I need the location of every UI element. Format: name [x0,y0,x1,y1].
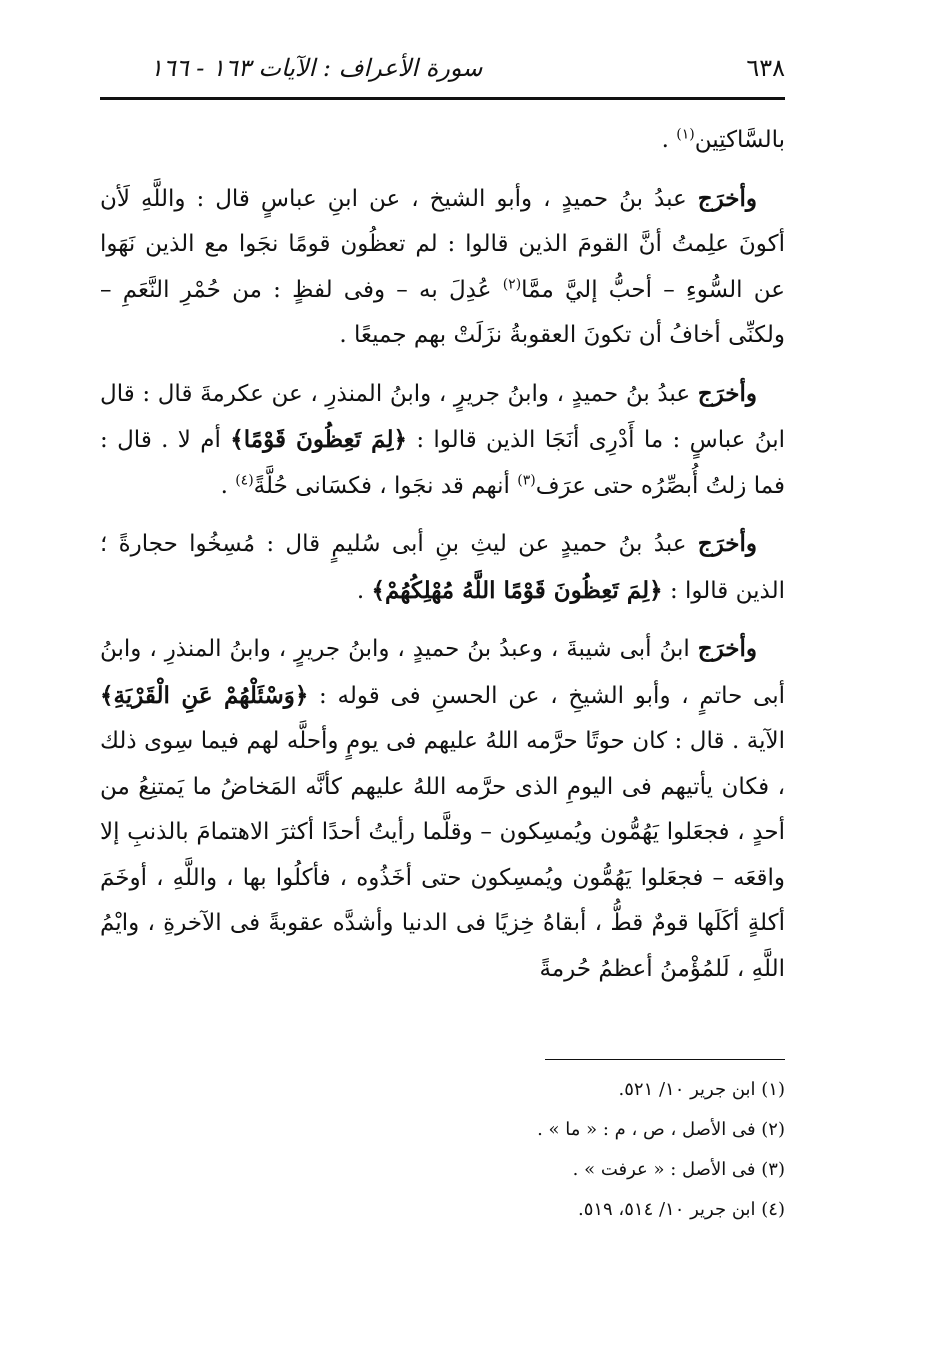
running-title: سورة الأعراف : الآيات ١٦٣ - ١٦٦ [150,54,483,82]
paragraph-text: . [356,577,372,604]
paragraph-text: بالسَّاكتِين [694,127,785,153]
paragraph-lead-word: وأخرَج [697,379,757,407]
header-rule [100,97,785,100]
paragraph-continuation [100,118,785,164]
footnote-3: (٣) فى الأصل : « عرفت » . [572,1159,785,1180]
paragraph-text: الآية . قال : كان حوتًا حرَّمه اللهُ عليهم فى يومٍ وأحلَّه لهم فيما سِوى ذلك ، فكان يأتيهم فى اليومِ الذى حرَّمه اللهُ عليهم كأنَّه المَخاضُ ما يَمتنِعُ من أحدٍ ، فجعَلوا يَهُمُّون ويُمسِكون – وقلَّما رأيتُ أحدًا أكثرَ الاهتمامَ بالذنبِ إلا واقعَه – فجعَلوا يَهُمُّون ويُمسِكون حتى أخَذُوه ، فأكلُوا بها ، واللَّهِ ، أوخَمَ أكلةٍ أكَلَها قومٌ قطُّ ، أبقاهُ خِزيًا فى الدنيا وأشدَّه عقوبةً فى الآخرةِ ، وايْمُ اللَّهِ ، لَلمُؤْمنُ أعظمُ حُرمةً [100,728,785,982]
footnotes [100,1070,785,1230]
footnote-ref-4: (٤) [235,471,254,488]
paragraph [100,521,785,614]
footnote-1: (١) ابن جرير ١٠/ ٥٢١. [618,1079,785,1100]
page-number: ٦٣٨ [746,54,785,82]
footnote-rule [545,1059,785,1060]
paragraph-lead-word: وأخرَج [697,530,757,557]
footnote-ref-1: (١) [676,126,695,143]
quran-quote: ﴿وَسْئَلْهُمْ عَنِ الْقَرْيَةِ﴾ [100,681,309,709]
paragraph-text: عبدُ بنُ حميدٍ ، وابنُ جريرٍ ، وابنُ المنذرِ ، عن عكرمةَ قال : قال ابنُ عباسٍ : ما أَدْرِى أنَجَا الذين قالوا : [100,380,786,453]
paragraph-lead-word: وأخرَج [697,184,757,212]
footnote-4: (٤) ابن جرير ١٠/ ٥١٤، ٥١٩. [577,1199,785,1220]
paragraph-text: . [661,127,677,153]
paragraph [100,626,785,992]
quran-quote: ﴿لِمَ تَعِظُونَ قَوْمًا﴾ [230,426,407,453]
paragraph [100,371,785,510]
main-text [100,118,785,1004]
paragraph-lead-word: وأخرَج [697,635,757,662]
paragraph-text: أم لا . قال : فما زلتُ أُبصِّرُه حتى عرَف [100,427,785,499]
paragraph-text: أنهم قد نجَوا ، فكسَانى حُلَّةً [253,472,518,499]
paragraph-text: . [220,472,236,499]
quran-quote: ﴿لِمَ تَعِظُونَ قَوْمًا اللَّهُ مُهْلِكُهُمْ﴾ [371,576,663,604]
paragraph [100,176,785,359]
footnote-ref-3: (٣) [517,471,536,488]
page-header [100,48,785,88]
paragraph-text: عبدُ بنُ حميدٍ ، وأبو الشيخ ، عن ابنِ عباسٍ قال : واللَّهِ لَأن أكونَ علِمتُ أنَّ القومَ الذين قالوا : لم تعظُون قومًا نجَوا مع الذين نَهَوا عن السُّوءِ – أحبُّ إليَّ ممَّا [100,185,785,303]
footnote-2: (٢) فى الأصل ، ص ، م : « ما » . [537,1119,785,1140]
paragraph-text: عبدُ بنُ حميدٍ عن ليثِ بنِ أبى سُليمٍ قال : مُسِخُوا حجارةً ؛ الذين قالوا : [100,531,785,604]
paragraph-text: ابنُ أبى شيبةَ ، وعبدُ بنُ حميدٍ ، وابنُ جريرٍ ، وابنُ المنذرِ ، وابنُ أبى حاتمٍ ، وأبو الشيخِ ، عن الحسنِ فى قوله : [100,636,786,709]
footnote-ref-2: (٢) [502,275,522,292]
paragraph-text: عُدِلَ به – وفى لفظٍ : من حُمْرِ النَّعَمِ – ولكنِّى أخافُ أن تكونَ العقوبةُ نزَلَتْ بهم جميعًا . [100,276,785,348]
